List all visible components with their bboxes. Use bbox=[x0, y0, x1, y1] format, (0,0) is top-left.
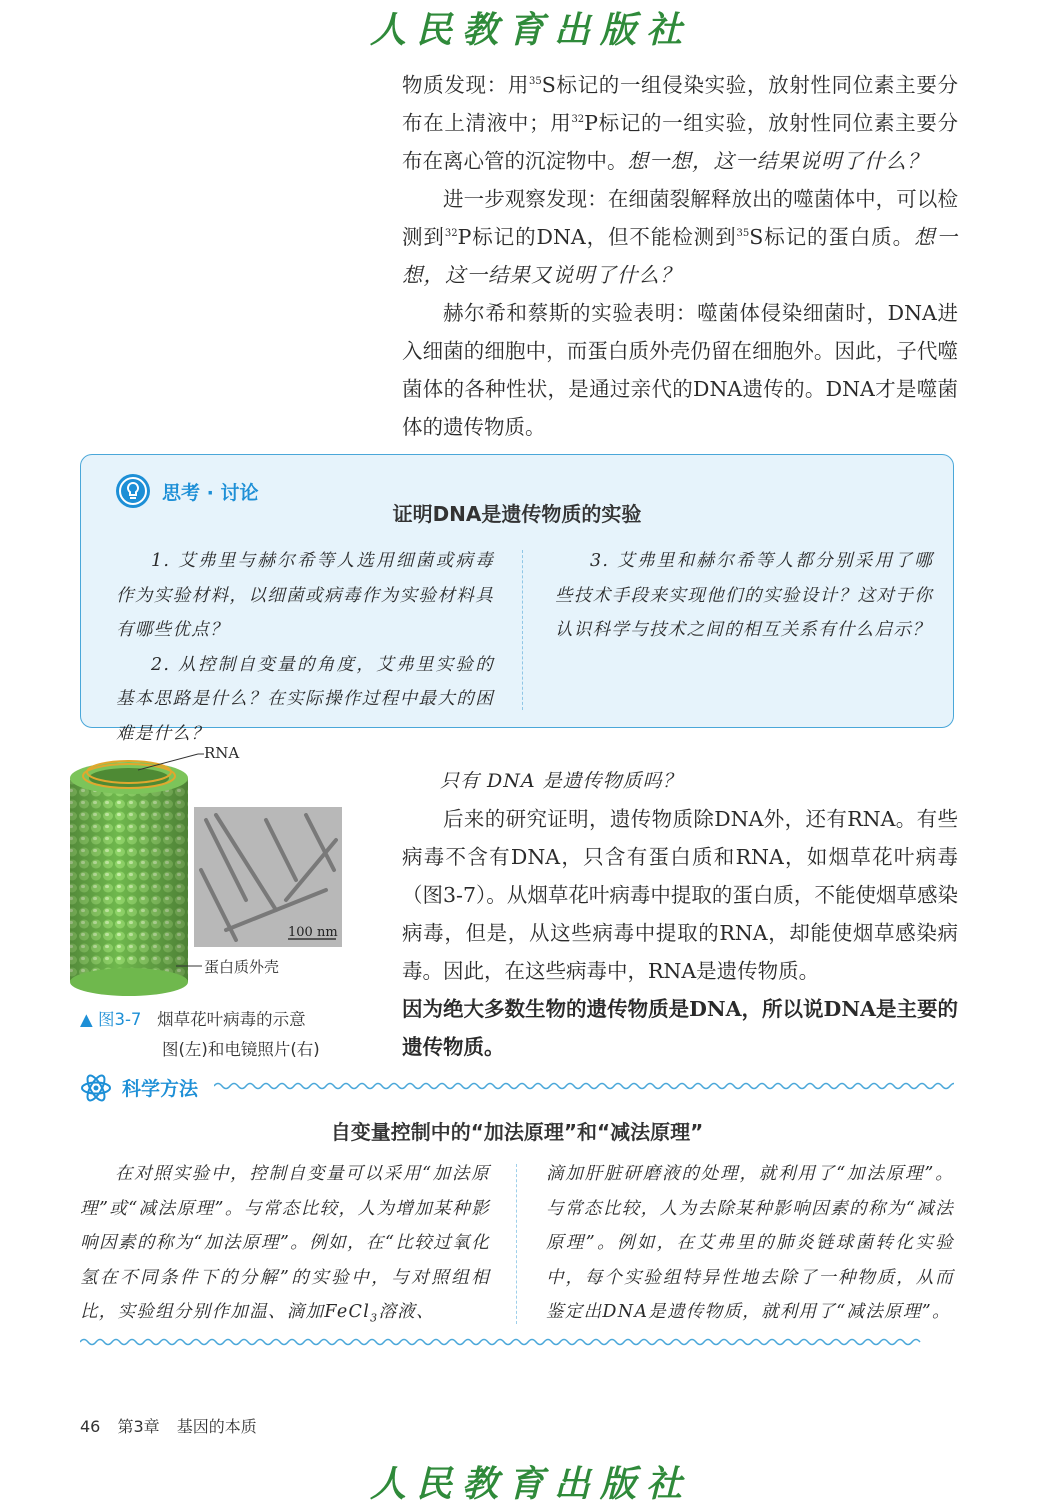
question-3: 3. 艾弗里和赫尔希等人都分别采用了哪些技术手段来实现他们的实验设计？这对于你认识科学与技术之间的相互关系有什么启示？ bbox=[555, 551, 933, 640]
science-right-column bbox=[546, 1157, 954, 1330]
question-1: 1. 艾弗里与赫尔希等人选用细菌或病毒作为实验材料，以细菌或病毒作为实验材料具有哪些优点？ bbox=[116, 551, 494, 640]
conclusion-bold: 因为绝大多数生物的遗传物质是DNA，所以说DNA是主要的遗传物质。 bbox=[402, 997, 958, 1059]
rna-question: 只有 DNA 是遗传物质吗？ bbox=[440, 770, 683, 792]
figure-caption bbox=[80, 1005, 370, 1065]
science-right-text: 滴加肝脏研磨液的处理，就利用了“加法原理”。与常态比较，人为去除某种影响因素的称为“减法原理”。例如，在艾弗里的肺炎链球菌转化实验中，每个实验组特异性地去除了一种物质，从而鉴定出DNA是遗传物质，就利用了“减法原理”。 bbox=[546, 1164, 954, 1322]
caption-line-2: 图(左)和电镜照片(右) bbox=[162, 1040, 320, 1059]
science-method-label: 科学方法 bbox=[122, 1078, 199, 1100]
science-left-text: 在对照实验中，控制自变量可以采用“加法原理”或“减法原理”。与常态比较，人为增加某种影响因素的称为“加法原理”。例如，在“比较过氧化氢在不同条件下的分解”的实验中，与对照组相比，实验组分别作加温、滴加FeCl$_3$溶液、 bbox=[80, 1164, 490, 1325]
discussion-divider bbox=[522, 550, 523, 710]
discussion-left-column bbox=[116, 544, 494, 751]
main-text-top bbox=[402, 66, 958, 446]
scale-bar-label: 100 nm bbox=[288, 925, 338, 940]
label-rna: RNA bbox=[204, 744, 240, 762]
paragraph-1: 物质发现：用$^{35}$S标记的一组侵染实验，放射性同位素主要分布在上清液中；用$^{32}$P标记的一组实验，放射性同位素主要分布在离心管的沉淀物中。想一想，这一结果说明了什么？ bbox=[402, 73, 959, 173]
atom-icon bbox=[80, 1072, 112, 1108]
publisher-logo-top: 人民教育出版社 bbox=[369, 9, 692, 51]
paragraph-2: 进一步观察发现：在细菌裂解释放出的噬菌体中，可以检测到$^{32}$P标记的DNA，但不能检测到$^{35}$S标记的蛋白质。想一想，这一结果又说明了什么？ bbox=[402, 187, 959, 287]
main-text-rna bbox=[402, 762, 958, 1066]
question-2: 2. 从控制自变量的角度，艾弗里实验的基本思路是什么？在实际操作过程中最大的困难是什么？ bbox=[116, 654, 494, 744]
publisher-logo-bottom: 人民教育出版社 bbox=[369, 1463, 692, 1505]
triangle-icon: ▲ bbox=[80, 1010, 93, 1029]
science-divider bbox=[516, 1164, 517, 1324]
wavy-divider-top bbox=[214, 1080, 954, 1092]
page-number: 46 bbox=[80, 1417, 101, 1436]
chapter-number: 第3章 bbox=[117, 1417, 160, 1436]
page-footer bbox=[80, 1414, 269, 1437]
discussion-title: 证明DNA是遗传物质的实验 bbox=[392, 502, 642, 526]
paragraph-3: 赫尔希和蔡斯的实验表明：噬菌体侵染细菌时，DNA进入细菌的细胞中，而蛋白质外壳仍留在细胞外。因此，子代噬菌体的各种性状，是通过亲代的DNA遗传的。DNA才是噬菌体的遗传物质。 bbox=[402, 301, 958, 439]
science-method-title: 自变量控制中的“加法原理”和“减法原理” bbox=[330, 1120, 704, 1144]
discussion-right-column bbox=[555, 544, 933, 648]
caption-line-1: 烟草花叶病毒的示意 bbox=[157, 1010, 306, 1029]
science-left-column bbox=[80, 1157, 490, 1330]
chapter-title: 基因的本质 bbox=[176, 1417, 257, 1436]
rna-paragraph: 后来的研究证明，遗传物质除DNA外，还有RNA。有些病毒不含有DNA，只含有蛋白质和RNA，如烟草花叶病毒（图3-7）。从烟草花叶病毒中提取的蛋白质，不能使烟草感染病毒，但是，从这些病毒中提取的RNA，却能使烟草感染病毒。因此，在这些病毒中，RNA是遗传物质。 bbox=[402, 807, 958, 983]
wavy-divider-bottom bbox=[80, 1336, 954, 1348]
label-protein-coat: 蛋白质外壳 bbox=[204, 958, 280, 976]
discussion-label: 思考 · 讨论 bbox=[162, 482, 259, 504]
figure-number: 图3-7 bbox=[97, 1010, 142, 1029]
